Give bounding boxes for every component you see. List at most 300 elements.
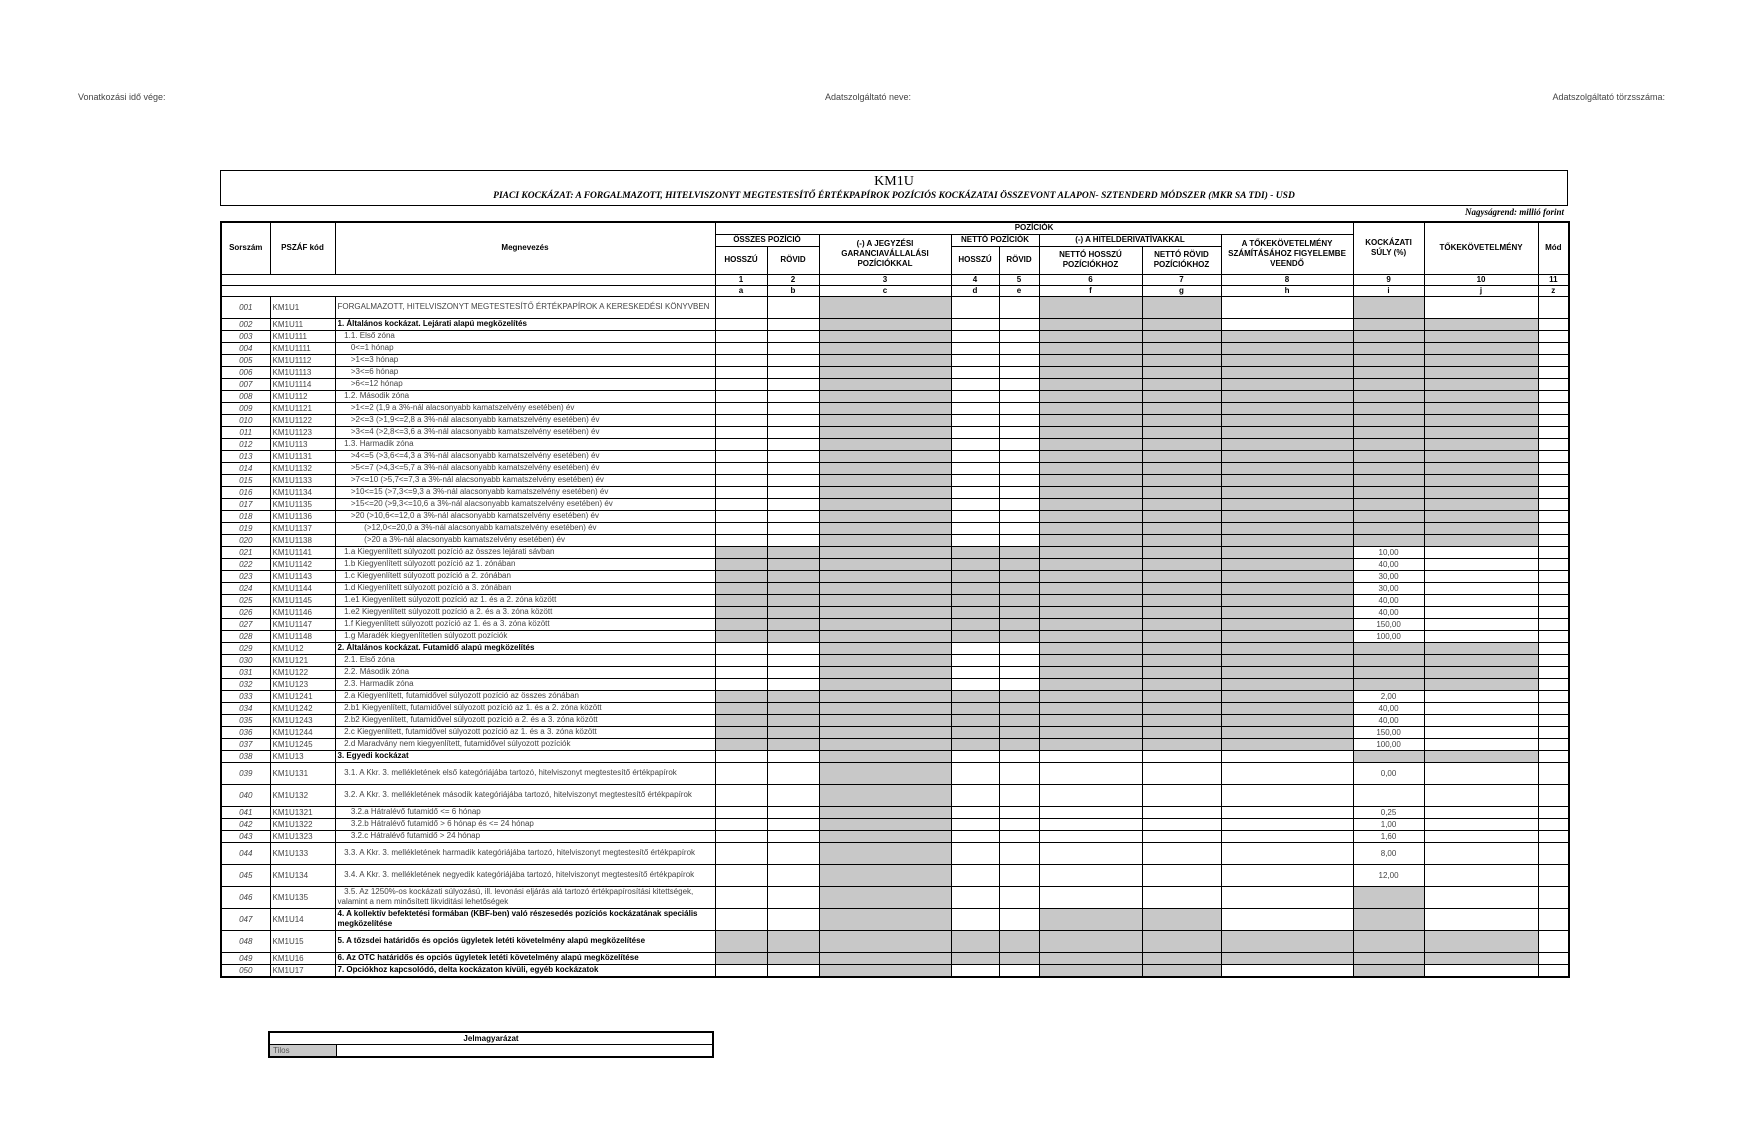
input-cell[interactable] [999, 402, 1039, 414]
risk-weight-cell[interactable]: 40,00 [1353, 714, 1424, 726]
risk-weight-cell[interactable]: 0,00 [1353, 762, 1424, 784]
input-cell[interactable] [767, 666, 819, 678]
input-cell[interactable] [951, 426, 999, 438]
input-cell[interactable] [951, 864, 999, 886]
row-code: KM1U113 [270, 438, 335, 450]
input-cell[interactable] [1424, 964, 1538, 977]
input-cell[interactable] [999, 522, 1039, 534]
input-cell[interactable] [1538, 630, 1569, 642]
input-cell[interactable] [951, 498, 999, 510]
input-cell[interactable] [715, 330, 767, 342]
input-cell[interactable] [951, 390, 999, 402]
input-cell[interactable] [1538, 864, 1569, 886]
input-cell[interactable] [715, 378, 767, 390]
input-cell[interactable] [1142, 842, 1221, 864]
input-cell[interactable] [999, 342, 1039, 354]
input-cell[interactable] [1424, 546, 1538, 558]
input-cell[interactable] [1424, 738, 1538, 750]
input-cell[interactable] [999, 426, 1039, 438]
input-cell [1039, 296, 1142, 318]
input-cell[interactable] [715, 318, 767, 330]
input-cell[interactable] [1538, 806, 1569, 818]
input-cell[interactable] [999, 666, 1039, 678]
input-cell[interactable] [715, 762, 767, 784]
input-cell[interactable] [767, 886, 819, 908]
input-cell[interactable] [1538, 402, 1569, 414]
input-cell[interactable] [1424, 908, 1538, 930]
row-code: KM1U1321 [270, 806, 335, 818]
input-cell[interactable] [715, 864, 767, 886]
input-cell[interactable] [999, 750, 1039, 762]
input-cell[interactable] [1424, 296, 1538, 318]
input-cell[interactable] [1039, 750, 1142, 762]
input-cell[interactable] [1039, 762, 1142, 784]
input-cell[interactable] [1424, 570, 1538, 582]
input-cell[interactable] [999, 830, 1039, 842]
input-cell[interactable] [715, 750, 767, 762]
input-cell[interactable] [767, 806, 819, 818]
input-cell[interactable] [1142, 784, 1221, 806]
input-cell[interactable] [1538, 498, 1569, 510]
input-cell [767, 714, 819, 726]
input-cell[interactable] [999, 498, 1039, 510]
input-cell[interactable] [951, 474, 999, 486]
input-cell [999, 594, 1039, 606]
input-cell[interactable] [999, 462, 1039, 474]
input-cell[interactable] [951, 486, 999, 498]
risk-weight-cell[interactable]: 1,60 [1353, 830, 1424, 842]
input-cell[interactable] [767, 390, 819, 402]
row-number: 025 [221, 594, 270, 606]
input-cell[interactable] [767, 296, 819, 318]
input-cell[interactable] [1538, 534, 1569, 546]
input-cell[interactable] [1424, 558, 1538, 570]
input-cell[interactable] [1221, 806, 1353, 818]
input-cell [1142, 558, 1221, 570]
form-code: KM1U [874, 174, 914, 189]
input-cell[interactable] [1538, 784, 1569, 806]
input-cell[interactable] [1221, 762, 1353, 784]
input-cell[interactable] [999, 886, 1039, 908]
input-cell[interactable] [715, 414, 767, 426]
input-cell[interactable] [1538, 450, 1569, 462]
input-cell [1142, 726, 1221, 738]
input-cell[interactable] [1424, 630, 1538, 642]
input-cell[interactable] [767, 522, 819, 534]
input-cell[interactable] [951, 678, 999, 690]
input-cell[interactable] [1538, 654, 1569, 666]
input-cell[interactable] [1424, 726, 1538, 738]
input-cell[interactable] [1538, 952, 1569, 964]
risk-weight-cell [1353, 750, 1424, 762]
input-cell[interactable] [767, 486, 819, 498]
input-cell[interactable] [767, 864, 819, 886]
input-cell [715, 702, 767, 714]
input-cell[interactable] [951, 654, 999, 666]
input-cell [819, 606, 951, 618]
input-cell[interactable] [1221, 964, 1353, 977]
input-cell[interactable] [1424, 690, 1538, 702]
input-cell[interactable] [999, 908, 1039, 930]
input-cell[interactable] [951, 964, 999, 977]
input-cell[interactable] [1538, 462, 1569, 474]
input-cell[interactable] [1424, 762, 1538, 784]
input-cell[interactable] [715, 402, 767, 414]
input-cell[interactable] [951, 818, 999, 830]
input-cell[interactable] [1538, 546, 1569, 558]
input-cell [951, 558, 999, 570]
input-cell[interactable] [1538, 930, 1569, 952]
input-cell[interactable] [1039, 806, 1142, 818]
input-cell[interactable] [767, 510, 819, 522]
input-cell[interactable] [715, 806, 767, 818]
input-cell[interactable] [951, 830, 999, 842]
input-cell[interactable] [767, 750, 819, 762]
input-cell[interactable] [999, 414, 1039, 426]
input-cell[interactable] [715, 784, 767, 806]
input-cell[interactable] [1538, 378, 1569, 390]
input-cell[interactable] [999, 366, 1039, 378]
input-cell[interactable] [951, 318, 999, 330]
input-cell[interactable] [767, 426, 819, 438]
input-cell[interactable] [1538, 390, 1569, 402]
input-cell[interactable] [715, 964, 767, 977]
input-cell[interactable] [951, 842, 999, 864]
input-cell[interactable] [1538, 678, 1569, 690]
input-cell[interactable] [1039, 864, 1142, 886]
risk-weight-cell[interactable]: 40,00 [1353, 702, 1424, 714]
input-cell[interactable] [1538, 330, 1569, 342]
input-cell[interactable] [1538, 702, 1569, 714]
input-cell[interactable] [767, 818, 819, 830]
input-cell[interactable] [1221, 886, 1353, 908]
input-cell[interactable] [1039, 784, 1142, 806]
input-cell[interactable] [1221, 750, 1353, 762]
input-cell[interactable] [1538, 414, 1569, 426]
input-cell[interactable] [951, 784, 999, 806]
input-cell[interactable] [1142, 864, 1221, 886]
risk-weight-cell[interactable]: 40,00 [1353, 606, 1424, 618]
input-cell[interactable] [1142, 762, 1221, 784]
input-cell[interactable] [951, 806, 999, 818]
input-cell[interactable] [767, 842, 819, 864]
input-cell [715, 952, 767, 964]
input-cell[interactable] [999, 296, 1039, 318]
input-cell [1039, 510, 1142, 522]
input-cell[interactable] [1538, 738, 1569, 750]
input-cell[interactable] [1538, 510, 1569, 522]
input-cell[interactable] [715, 654, 767, 666]
input-cell[interactable] [715, 296, 767, 318]
input-cell[interactable] [1538, 842, 1569, 864]
input-cell[interactable] [1538, 354, 1569, 366]
input-cell[interactable] [1538, 666, 1569, 678]
input-cell[interactable] [1424, 702, 1538, 714]
row-number: 040 [221, 784, 270, 806]
input-cell[interactable] [1221, 318, 1353, 330]
input-cell[interactable] [951, 666, 999, 678]
table-row [221, 830, 1569, 842]
col-mod: Mód [1538, 222, 1569, 274]
input-cell[interactable] [999, 842, 1039, 864]
input-cell[interactable] [715, 462, 767, 474]
input-cell[interactable] [999, 534, 1039, 546]
input-cell[interactable] [715, 830, 767, 842]
input-cell[interactable] [767, 830, 819, 842]
input-cell[interactable] [999, 784, 1039, 806]
input-cell[interactable] [1538, 642, 1569, 654]
input-cell[interactable] [951, 908, 999, 930]
table-row [221, 390, 1569, 402]
col-letter-h: h [1221, 285, 1353, 296]
table-row [221, 354, 1569, 366]
input-cell[interactable] [1538, 570, 1569, 582]
input-cell[interactable] [1424, 594, 1538, 606]
risk-weight-cell[interactable]: 150,00 [1353, 618, 1424, 630]
input-cell[interactable] [767, 908, 819, 930]
input-cell[interactable] [1142, 830, 1221, 842]
input-cell[interactable] [1142, 750, 1221, 762]
input-cell[interactable] [715, 486, 767, 498]
input-cell[interactable] [1538, 594, 1569, 606]
input-cell[interactable] [951, 342, 999, 354]
input-cell[interactable] [767, 498, 819, 510]
input-cell[interactable] [715, 842, 767, 864]
input-cell[interactable] [999, 354, 1039, 366]
input-cell[interactable] [715, 886, 767, 908]
input-cell[interactable] [1039, 842, 1142, 864]
input-cell[interactable] [767, 318, 819, 330]
input-cell[interactable] [767, 964, 819, 977]
input-cell[interactable] [951, 378, 999, 390]
input-cell[interactable] [715, 642, 767, 654]
input-cell[interactable] [715, 426, 767, 438]
input-cell[interactable] [715, 390, 767, 402]
input-cell[interactable] [1424, 606, 1538, 618]
input-cell[interactable] [999, 964, 1039, 977]
input-cell[interactable] [1538, 964, 1569, 977]
input-cell[interactable] [1424, 784, 1538, 806]
input-cell[interactable] [1538, 296, 1569, 318]
input-cell[interactable] [767, 354, 819, 366]
input-cell [1221, 714, 1353, 726]
input-cell[interactable] [1221, 830, 1353, 842]
input-cell[interactable] [951, 354, 999, 366]
input-cell[interactable] [999, 330, 1039, 342]
risk-weight-cell[interactable] [1353, 784, 1424, 806]
input-cell[interactable] [715, 908, 767, 930]
input-cell[interactable] [715, 534, 767, 546]
risk-weight-cell[interactable]: 0,25 [1353, 806, 1424, 818]
input-cell[interactable] [1538, 618, 1569, 630]
input-cell[interactable] [715, 498, 767, 510]
input-cell[interactable] [951, 762, 999, 784]
input-cell[interactable] [951, 366, 999, 378]
input-cell[interactable] [1221, 784, 1353, 806]
input-cell[interactable] [1538, 486, 1569, 498]
input-cell[interactable] [767, 474, 819, 486]
input-cell[interactable] [1538, 366, 1569, 378]
input-cell[interactable] [1221, 908, 1353, 930]
input-cell[interactable] [951, 462, 999, 474]
input-cell[interactable] [999, 438, 1039, 450]
input-cell[interactable] [951, 402, 999, 414]
input-cell[interactable] [951, 510, 999, 522]
input-cell[interactable] [1538, 818, 1569, 830]
input-cell[interactable] [1142, 806, 1221, 818]
input-cell [1221, 522, 1353, 534]
input-cell[interactable] [951, 534, 999, 546]
input-cell[interactable] [715, 818, 767, 830]
row-code: KM1U1123 [270, 426, 335, 438]
risk-weight-cell[interactable]: 100,00 [1353, 630, 1424, 642]
risk-weight-cell[interactable]: 30,00 [1353, 582, 1424, 594]
input-cell[interactable] [1424, 830, 1538, 842]
input-cell[interactable] [1424, 842, 1538, 864]
input-cell[interactable] [1538, 690, 1569, 702]
input-cell[interactable] [715, 522, 767, 534]
input-cell[interactable] [767, 366, 819, 378]
input-cell[interactable] [999, 818, 1039, 830]
input-cell[interactable] [1221, 864, 1353, 886]
risk-weight-cell[interactable]: 8,00 [1353, 842, 1424, 864]
input-cell [951, 606, 999, 618]
input-cell[interactable] [951, 414, 999, 426]
input-cell[interactable] [951, 642, 999, 654]
input-cell[interactable] [1221, 842, 1353, 864]
input-cell[interactable] [999, 378, 1039, 390]
input-cell[interactable] [1039, 886, 1142, 908]
input-cell[interactable] [999, 450, 1039, 462]
input-cell[interactable] [1039, 830, 1142, 842]
input-cell[interactable] [999, 762, 1039, 784]
input-cell[interactable] [999, 678, 1039, 690]
input-cell[interactable] [715, 666, 767, 678]
col-pszaf-kod: PSZÁF kód [270, 222, 335, 274]
input-cell[interactable] [1538, 606, 1569, 618]
input-cell[interactable] [767, 654, 819, 666]
input-cell[interactable] [767, 438, 819, 450]
input-cell[interactable] [767, 462, 819, 474]
input-cell[interactable] [1538, 558, 1569, 570]
row-code: KM1U1244 [270, 726, 335, 738]
input-cell [1039, 474, 1142, 486]
row-number: 041 [221, 806, 270, 818]
input-cell[interactable] [999, 654, 1039, 666]
input-cell[interactable] [1142, 818, 1221, 830]
input-cell[interactable] [1221, 296, 1353, 318]
input-cell[interactable] [1538, 750, 1569, 762]
input-cell[interactable] [951, 296, 999, 318]
input-cell[interactable] [767, 642, 819, 654]
input-cell[interactable] [715, 342, 767, 354]
input-cell[interactable] [1538, 342, 1569, 354]
row-name: 1. Általános kockázat. Lejárati alapú megközelítés [335, 318, 715, 330]
input-cell[interactable] [999, 318, 1039, 330]
risk-weight-cell[interactable]: 2,00 [1353, 690, 1424, 702]
input-cell[interactable] [715, 354, 767, 366]
input-cell[interactable] [951, 886, 999, 908]
input-cell[interactable] [1424, 818, 1538, 830]
input-cell[interactable] [951, 330, 999, 342]
input-cell[interactable] [1538, 582, 1569, 594]
input-cell[interactable] [951, 438, 999, 450]
input-cell[interactable] [999, 474, 1039, 486]
risk-weight-cell[interactable]: 1,00 [1353, 818, 1424, 830]
input-cell[interactable] [715, 474, 767, 486]
input-cell[interactable] [1538, 908, 1569, 930]
input-cell[interactable] [1039, 818, 1142, 830]
input-cell[interactable] [715, 366, 767, 378]
input-cell[interactable] [715, 450, 767, 462]
row-number: 005 [221, 354, 270, 366]
input-cell[interactable] [1424, 806, 1538, 818]
risk-weight-cell[interactable]: 40,00 [1353, 558, 1424, 570]
input-cell[interactable] [767, 678, 819, 690]
input-cell[interactable] [1424, 714, 1538, 726]
risk-weight-cell[interactable]: 12,00 [1353, 864, 1424, 886]
input-cell[interactable] [1538, 762, 1569, 784]
input-cell[interactable] [1538, 726, 1569, 738]
input-cell[interactable] [999, 864, 1039, 886]
input-cell[interactable] [999, 486, 1039, 498]
risk-weight-cell [1353, 426, 1424, 438]
input-cell[interactable] [1538, 438, 1569, 450]
input-cell[interactable] [715, 510, 767, 522]
risk-weight-cell[interactable]: 40,00 [1353, 594, 1424, 606]
input-cell[interactable] [1538, 522, 1569, 534]
input-cell[interactable] [767, 762, 819, 784]
row-number: 031 [221, 666, 270, 678]
input-cell[interactable] [1538, 886, 1569, 908]
risk-weight-cell[interactable]: 30,00 [1353, 570, 1424, 582]
input-cell[interactable] [1538, 426, 1569, 438]
risk-weight-cell[interactable]: 100,00 [1353, 738, 1424, 750]
input-cell[interactable] [999, 806, 1039, 818]
input-cell[interactable] [1221, 818, 1353, 830]
input-cell[interactable] [1424, 618, 1538, 630]
input-cell[interactable] [1424, 864, 1538, 886]
input-cell[interactable] [951, 450, 999, 462]
input-cell[interactable] [767, 534, 819, 546]
input-cell[interactable] [1424, 582, 1538, 594]
input-cell[interactable] [715, 678, 767, 690]
risk-weight-cell [1353, 666, 1424, 678]
input-cell [1142, 354, 1221, 366]
input-cell[interactable] [1538, 474, 1569, 486]
input-cell[interactable] [767, 402, 819, 414]
input-cell[interactable] [767, 414, 819, 426]
input-cell[interactable] [767, 784, 819, 806]
input-cell[interactable] [767, 330, 819, 342]
input-cell[interactable] [767, 342, 819, 354]
input-cell[interactable] [999, 510, 1039, 522]
risk-weight-cell[interactable]: 150,00 [1353, 726, 1424, 738]
input-cell[interactable] [951, 750, 999, 762]
input-cell[interactable] [1424, 886, 1538, 908]
input-cell[interactable] [1538, 714, 1569, 726]
input-cell[interactable] [1538, 318, 1569, 330]
risk-weight-cell[interactable]: 10,00 [1353, 546, 1424, 558]
input-cell[interactable] [767, 450, 819, 462]
input-cell[interactable] [767, 378, 819, 390]
input-cell[interactable] [951, 522, 999, 534]
input-cell[interactable] [715, 438, 767, 450]
input-cell[interactable] [1538, 830, 1569, 842]
input-cell[interactable] [999, 390, 1039, 402]
input-cell[interactable] [999, 642, 1039, 654]
input-cell[interactable] [1142, 886, 1221, 908]
